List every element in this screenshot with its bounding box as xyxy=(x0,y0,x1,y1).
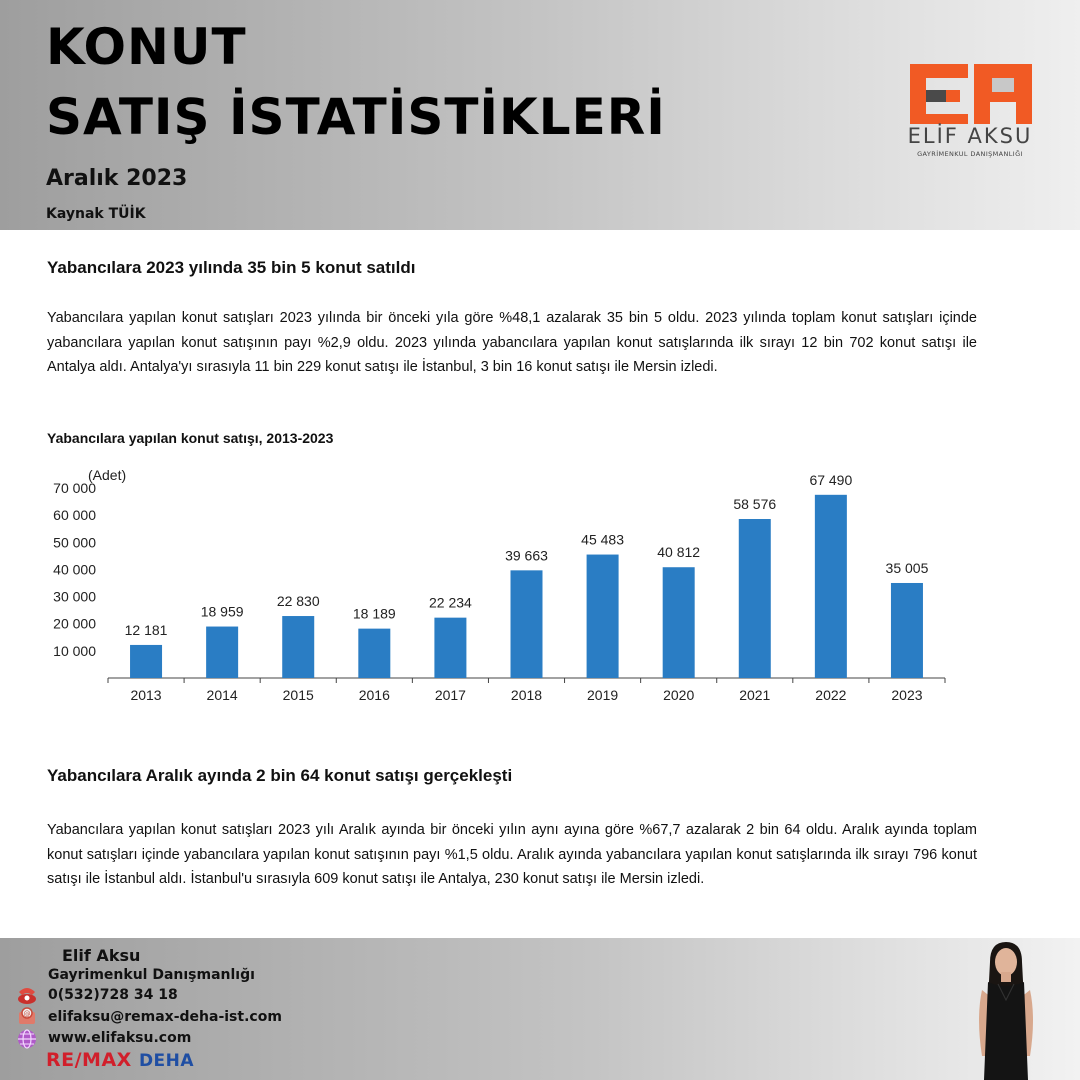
logo-tagline: GAYRİMENKUL DANIŞMANLIĞI xyxy=(917,150,1023,158)
phone-icon xyxy=(16,983,38,1005)
bar-value-label: 18 189 xyxy=(352,605,396,622)
x-tick-label: 2019 xyxy=(587,687,619,703)
bar-value-label: 22 830 xyxy=(276,593,320,610)
bar-2023 xyxy=(891,583,923,678)
footer-role: Gayrimenkul Danışmanlığı xyxy=(48,967,255,983)
x-tick-label: 2015 xyxy=(282,687,314,703)
bar-2015 xyxy=(282,616,314,678)
bar-chart xyxy=(40,458,960,708)
bar-value-label: 58 576 xyxy=(733,496,777,513)
y-tick-label: 60 000 xyxy=(53,507,96,524)
source-label: Kaynak TÜİK xyxy=(46,206,146,222)
y-tick-label: 70 000 xyxy=(53,480,96,496)
x-tick-label: 2021 xyxy=(739,687,771,703)
agent-portrait-icon xyxy=(960,938,1050,1080)
bar-value-label: 18 959 xyxy=(200,603,244,620)
bar-2016 xyxy=(358,629,390,678)
x-tick-label: 2022 xyxy=(815,687,847,703)
bar-value-label: 39 663 xyxy=(505,547,548,564)
y-tick-label: 10 000 xyxy=(53,642,96,659)
bar-value-label: 67 490 xyxy=(809,471,853,488)
bar-value-label: 45 483 xyxy=(581,531,625,548)
x-tick-label: 2018 xyxy=(510,687,543,703)
bar-value-label: 35 005 xyxy=(885,559,929,576)
remax-brand: RE/MAX xyxy=(46,1049,132,1071)
y-tick-label: 30 000 xyxy=(53,588,96,605)
x-tick-label: 2020 xyxy=(663,687,695,703)
x-tick-label: 2013 xyxy=(130,687,162,703)
email-icon xyxy=(16,1005,38,1027)
bar-2019 xyxy=(587,555,619,678)
section1-title: Yabancılara 2023 yılında 35 bin 5 konut satıldı xyxy=(47,258,416,277)
y-tick-label: 40 000 xyxy=(53,561,96,578)
footer-email[interactable]: elifaksu@remax-deha-ist.com xyxy=(48,1009,282,1025)
bar-2022 xyxy=(815,495,847,678)
y-axis-label: (Adet) xyxy=(88,467,127,483)
section2-title: Yabancılara Aralık ayında 2 bin 64 konut satışı gerçekleşti xyxy=(47,766,513,785)
bar-value-label: 22 234 xyxy=(428,594,472,611)
x-tick-label: 2023 xyxy=(891,687,923,703)
section2-paragraph: Yabancılara yapılan konut satışları 2023 yılı Aralık ayında bir önceki yılın aynı ayına göre %67,7 azalarak 2 bin 64 oldu. Aralık ayında toplam konut satışları içinde yabancılara yapılan konut satışının payı %1,5 oldu. Aralık ayında yabancılara yapılan konut satışlarında ilk sırayı 796 konut satışı ile İstanbul aldı. İstanbul'u sırasıyla 609 konut satışı ile Antalya, 230 konut satışı ile Mersin izledi. xyxy=(47,822,977,887)
footer-phone[interactable]: 0(532)728 34 18 xyxy=(48,987,178,1003)
bar-value-label: 40 812 xyxy=(657,544,701,561)
chart-title: Yabancılara yapılan konut satışı, 2013-2023 xyxy=(47,430,334,446)
y-tick-label: 50 000 xyxy=(53,534,96,551)
page-title-line1: KONUT xyxy=(46,18,247,76)
section1-paragraph: Yabancılara yapılan konut satışları 2023 yılında bir önceki yıla göre %48,1 azalarak 35 bin 5 oldu. 2023 yılında toplam konut satışları içinde yabancılara yapılan konut satışının payı %2,9 oldu. 2023 yılında yabancılara yapılan konut satışlarında ilk sırayı 12 bin 702 konut satışı ile Antalya aldı. Antalya'yı sırasıyla 11 bin 229 konut satışı ile İstanbul, 3 bin 16 konut satışı ile Mersin izledi. xyxy=(47,310,977,375)
x-tick-label: 2016 xyxy=(358,687,390,703)
footer-name: Elif Aksu xyxy=(62,946,141,965)
bar-2021 xyxy=(739,519,771,678)
bar-2014 xyxy=(206,627,238,678)
x-tick-label: 2017 xyxy=(434,687,466,703)
deha-brand: DEHA xyxy=(138,1051,195,1071)
page-title-line2: SATIŞ İSTATİSTİKLERİ xyxy=(46,88,666,146)
remax-deha-logo xyxy=(46,1049,194,1071)
svg-text:@: @ xyxy=(23,1010,31,1018)
bar-2013 xyxy=(130,645,162,678)
logo-name: ELİF AKSU xyxy=(907,124,1033,148)
globe-icon xyxy=(16,1028,38,1050)
y-tick-label: 20 000 xyxy=(53,615,96,632)
page-subtitle: Aralık 2023 xyxy=(46,166,188,191)
bar-2017 xyxy=(434,618,466,678)
bar-value-label: 12 181 xyxy=(124,621,168,638)
bar-2018 xyxy=(511,570,543,678)
x-tick-label: 2014 xyxy=(206,687,238,703)
footer-website[interactable]: www.elifaksu.com xyxy=(48,1030,192,1046)
bar-2020 xyxy=(663,567,695,678)
